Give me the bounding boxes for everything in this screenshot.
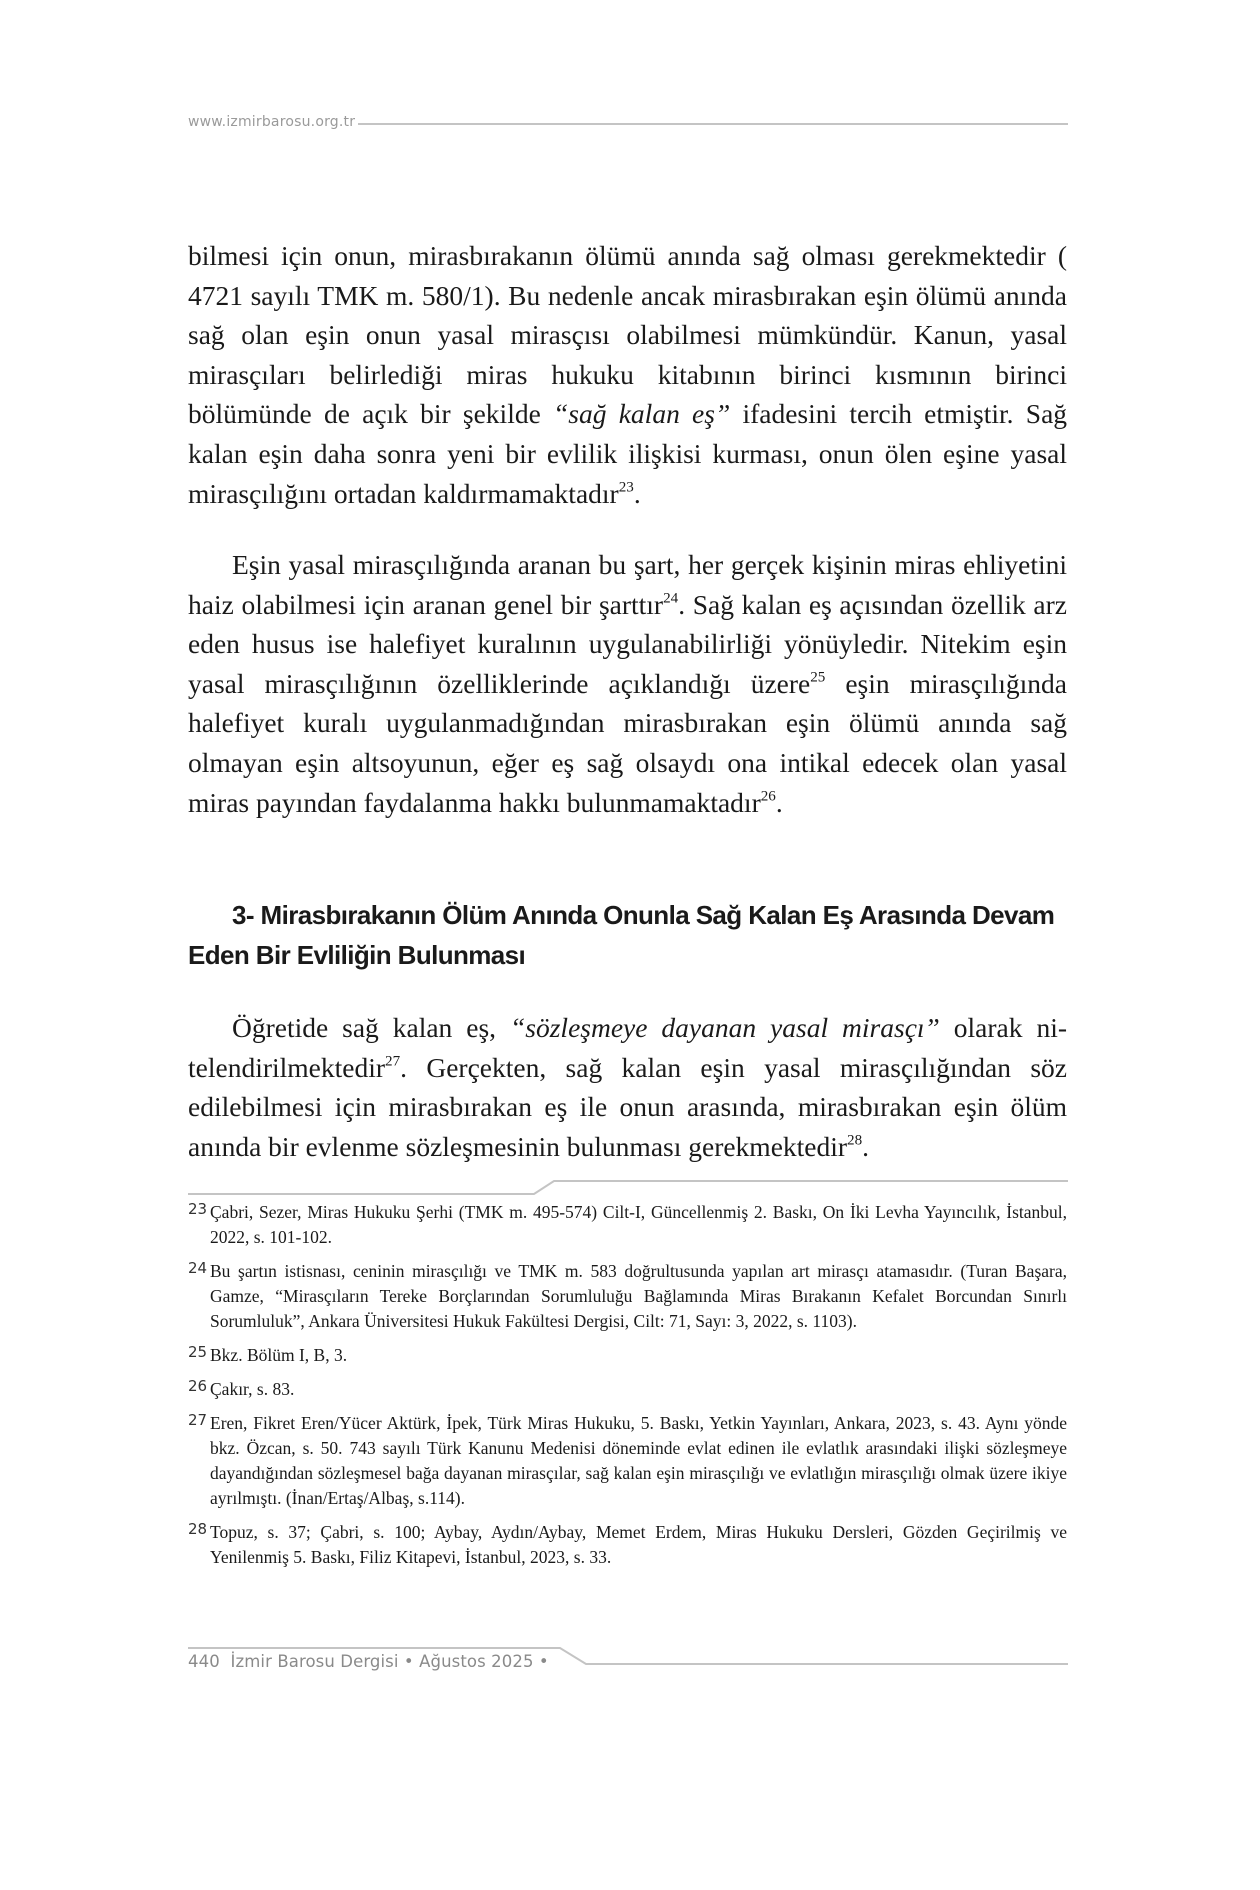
footnote-number: 27 [188, 1411, 208, 1429]
paragraph-text: . Sağ kalan eş açısından özellik arz eden husus ise halefiyet kuralının uygulanabilirliği yönüyledir. Nitekim eşin yasal mirasçılığının özelliklerinde açıklandığı üzere [188, 588, 1068, 699]
footnote-28 [188, 1520, 1067, 1570]
paragraph-text: . Gerçekten, sağ kalan eşin yasal mirasçılığından söz edilebilmesi için mirasbırakan eş ile onun arasında, mirasbırakan eşin ölüm anında bir evlenme sözleşmesinin bulunması gerekmektedir [188, 1051, 1067, 1162]
footnote-24 [188, 1259, 1067, 1334]
footnote-ref-26[interactable]: 26 [760, 788, 776, 805]
footnote-text: Çakır, s. 83. [210, 1379, 295, 1399]
footnote-number: 24 [188, 1259, 208, 1277]
footnote-text: Topuz, s. 37; Çabri, s. 100; Aybay, Aydın/Aybay, Memet Erdem, Miras Hukuku Dersleri, Gözden Geçirilmiş ve Yenilenmiş 5. Baskı, Filiz Kitapevi, İstanbul, 2023, s. 33. [210, 1522, 1067, 1567]
footnote-number: 26 [188, 1377, 208, 1395]
paragraph-1 [188, 236, 1067, 513]
paragraph-3 [188, 1008, 1067, 1166]
page-footer [188, 1640, 1068, 1680]
footnote-ref-24[interactable]: 24 [663, 590, 679, 607]
footnote-23 [188, 1200, 1067, 1250]
footnote-ref-27[interactable]: 27 [385, 1053, 401, 1070]
footnote-ref-25[interactable]: 25 [810, 669, 826, 686]
footnote-text: Eren, Fikret Eren/Yücer Aktürk, İpek, Türk Miras Hukuku, 5. Baskı, Yetkin Yayınları, Ankara, 2023, s. 43. Aynı yönde bkz. Özcan, s. 50. 743 sayılı Türk Kanunu Medenisi döneminde evlat edinen ile evlatlık arasındaki ilişki sözleşmeye dayandığından sözleşmesel bağa dayanan mirasçılar, sağ kalan eşin mirasçılığı ve evlatlığın mirasçılığı olmak üzere ikiye ayrılmıştı. (İnan/Ertaş/Albaş, s.114). [210, 1413, 1067, 1508]
footnote-text: Bkz. Bölüm I, B, 3. [210, 1345, 348, 1365]
page-number: 440 [188, 1652, 220, 1671]
header-rule [358, 123, 1068, 125]
footnote-27 [188, 1411, 1067, 1511]
page-header [188, 110, 1068, 134]
punctuation: . [633, 477, 641, 509]
footnote-separator [188, 1178, 1068, 1198]
footnote-text: Bu şartın istisnası, ceninin mirasçılığı ve TMK m. 583 doğrultusunda yapılan art mirasçı atamasıdır. (Turan Başara, Gamze, “Mirasçıların Tereke Borçlarından Sorumluluğu Bağlamında Miras Bırakanın Kefalet Borcundan Sınırlı Sorumluluk”, Ankara Üniversitesi Hukuk Fakültesi Dergisi, Cilt: 71, Sayı: 3, 2022, s. 1103). [210, 1261, 1067, 1331]
header-url: www.izmirbarosu.org.tr [188, 114, 356, 130]
footnote-ref-28[interactable]: 28 [847, 1132, 863, 1149]
paragraph-text: Eşin yasal mirasçılığında aranan bu şart, her gerçek kişinin miras ehliyetini haiz olabilmesi için aranan genel bir şarttır [188, 549, 1067, 620]
paragraph-text: olarak nitelendirilmektedir [188, 1012, 1068, 1083]
paragraph-text: Öğretide sağ kalan eş, [232, 1012, 510, 1043]
footnote-number: 28 [188, 1520, 208, 1538]
italic-term: “sözleşmeye dayanan yasal mirasçı” [509, 1012, 940, 1043]
footnote-text: Çabri, Sezer, Miras Hukuku Şerhi (TMK m. 495-574) Cilt-I, Güncellenmiş 2. Baskı, On İki Levha Yayıncılık, İstanbul, 2022, s. 101-102. [210, 1202, 1067, 1247]
footnote-number: 23 [188, 1200, 208, 1218]
footnotes [188, 1200, 1067, 1579]
section-heading: 3- Mirasbırakanın Ölüm Anında Onunla Sağ Kalan Eş Arasında Devam Eden Bir Evliliğin Bulunması [188, 900, 1055, 970]
footnote-ref-23[interactable]: 23 [618, 479, 634, 496]
paragraph-text: ifadesini tercih etmiştir. Sağ kalan eşin daha sonra yeni bir evlilik ilişkisi kurması, onun ölen eşine yasal mirasçılığını ortadan kaldırmamaktadır [188, 398, 1068, 509]
footnote-26 [188, 1377, 1067, 1402]
paragraph-text: bilmesi için onun, mirasbırakanın ölümü anında sağ olması gerekmektedir ( 4721 sayılı TMK m. 580/1). Bu nedenle ancak mirasbırakan eşin ölümü anında sağ olan eşin onun yasal mirasçısı olabilmesi mümkündür. Kanun, yasal mirasçıları belirlediği miras hukuku kitabının birinci kısmının birinci bölümünde de açık bir şekilde [188, 240, 1067, 430]
paragraph-2 [188, 545, 1067, 822]
punctuation: . [775, 786, 783, 818]
italic-term: “sağ kalan eş” [553, 398, 731, 430]
footer-text [188, 1652, 549, 1671]
bullet-separator: • [403, 1652, 414, 1671]
paragraph-text: eşin mirasçılığında halefiyet kuralı uygulanmadığından mirasbırakan eşin ölümü anında sağ olmayan eşin altsoyunun, eğer eş sağ olsaydı ona intikal edecek olan yasal miras payından faydalanma hakkı bulunmamaktadır [188, 667, 1067, 818]
issue-date: Ağustos 2025 [419, 1652, 534, 1671]
footnote-25 [188, 1343, 1067, 1368]
journal-name: İzmir Barosu Dergisi [230, 1652, 399, 1671]
punctuation: . [862, 1130, 870, 1162]
footnote-number: 25 [188, 1343, 208, 1361]
bullet-separator: • [538, 1652, 549, 1671]
